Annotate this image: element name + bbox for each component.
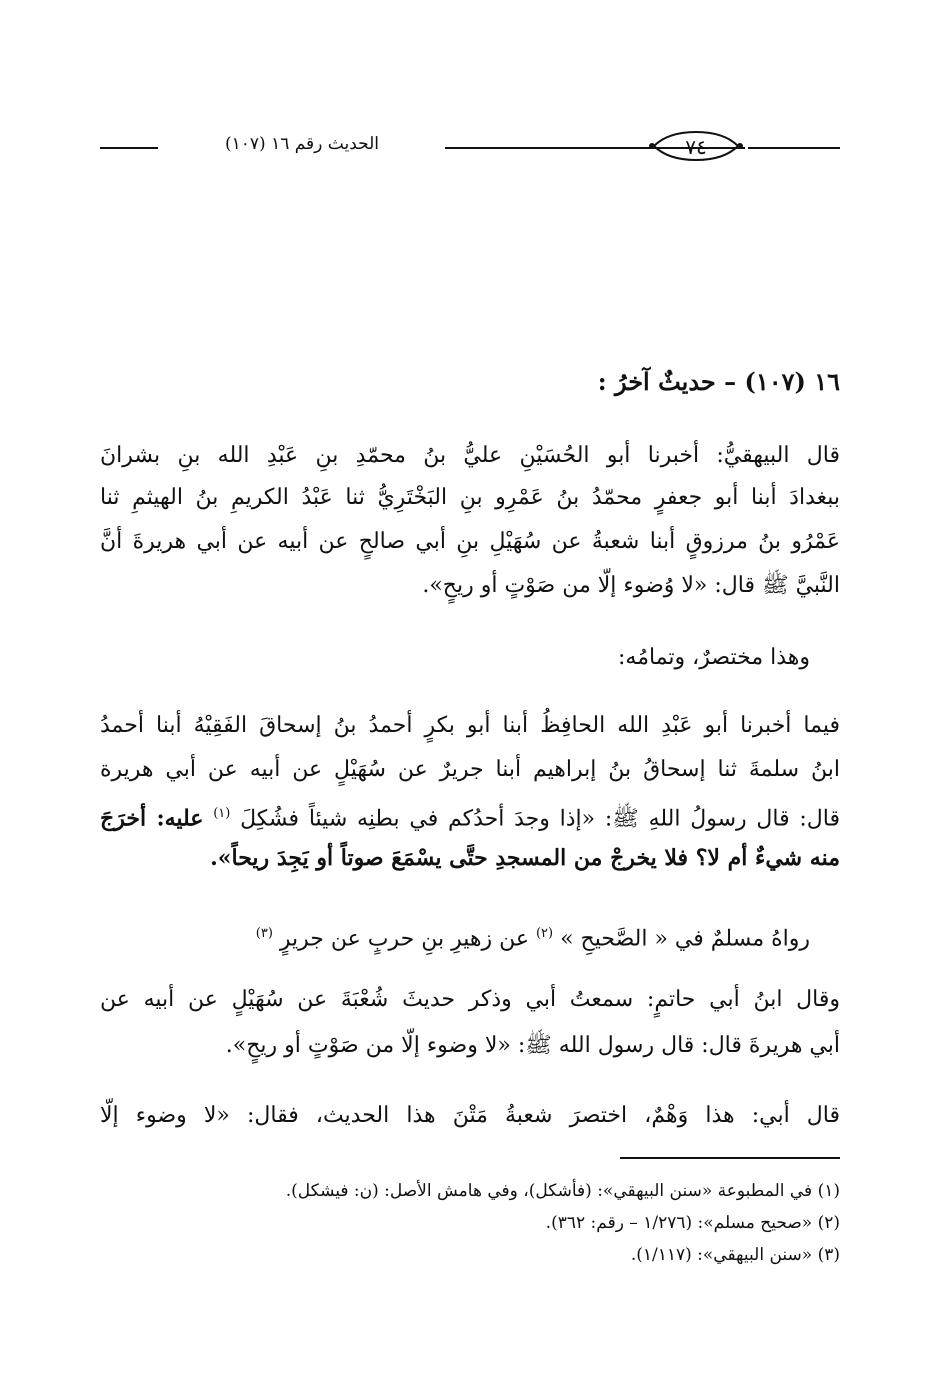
running-title: الحديث رقم ١٦ (١٠٧) (224, 134, 380, 154)
header-rule-left (100, 147, 158, 149)
text-line-8 (100, 796, 840, 837)
page-header (100, 128, 840, 168)
text-line-5: وهذا مختصرٌ، وتمامُه: (618, 645, 810, 670)
text-line-4 (100, 568, 840, 604)
text-line-11: وقال ابنُ أبي حاتمٍ: سمعتُ أبي وذكر حديثَ شُعْبَةَ عن سُهَيْلٍ عن أبيه عن (100, 987, 840, 1012)
page-number-frame (648, 130, 744, 162)
text-line-8-b: عليه: أخرَجَ (100, 805, 204, 832)
text-line-10 (100, 916, 840, 957)
text-line-2: ببغدادَ أبنا أبو جعفرٍ محمّدُ بنُ عَمْرِو بنِ البَخْتَرِيُّ ثنا عَبْدُ الكريمِ بنُ الهيثمِ ثنا (100, 485, 840, 510)
text-line-10-b: عن زهيرِ بنِ حربٍ عن جريرٍ (279, 926, 529, 952)
text-line-13: قال أبي: هذا وَهْمٌ، اختصرَ شعبةُ مَتْنَ هذا الحديث، فقال: «لا وضوء إلَّا (100, 1103, 840, 1128)
text-line-4-content: النَّبيَّ ﷺ قال: «لا وُضوء إلَّا من صَوْتٍ أو ريحٍ». (422, 573, 840, 598)
footnote-1: (١) في المطبوعة «سنن البيهقي»: (فأشكل)، وفي هامش الأصل: (ن: فيشكل). (285, 1181, 840, 1201)
footnote-3: (٣) «سنن البيهقي»: (١/١١٧). (630, 1245, 840, 1265)
page-number: ٧٤ (685, 135, 707, 159)
footnote-marker-3: (٣) (255, 926, 273, 941)
text-line-9: منه شيءٌ أم لا؟ فلا يخرجْ من المسجدِ حتَّى يسْمَعَ صوتاً أو يَجِدَ ريحاً». (210, 845, 840, 871)
text-line-6: فيما أخبرنا أبو عَبْدِ الله الحافِظُ أبنا أبو بكرٍ أحمدُ بنُ إسحاقَ الفَقِيْهُ أبنا أحمدُ (100, 713, 840, 738)
text-line-8-a: قال: قال رسولُ اللهِ ﷺ: «إذا وجدَ أحدُكم في بطنِه شيئاً فشُكِلَ (240, 806, 840, 832)
text-line-1: قال البيهقيُّ: أخبرنا أبو الحُسَيْنِ عليُّ بنُ محمّدِ بنِ عَبْدِ الله بنِ بشرانَ (100, 443, 840, 468)
section-heading: ١٦ (١٠٧) – حديثٌ آخرُ : (597, 367, 840, 396)
footnote-marker-1: (١) (213, 806, 231, 821)
footnote-2: (٢) «صحيح مسلم»: (١/٢٧٦ – رقم: ٣٦٢). (545, 1213, 840, 1233)
footnote-marker-2: (٢) (535, 926, 554, 941)
text-line-7: ابنُ سلمةَ ثنا إسحاقُ بنُ إبراهيم أبنا جريرٌ عن سُهَيْلٍ عن أبيه عن أبي هريرة (100, 757, 840, 782)
text-line-10-a: رواهُ مسلمٌ في « الصَّحيحِ » (560, 926, 810, 952)
footnote-separator (620, 1157, 840, 1159)
header-rule-right (748, 147, 840, 149)
text-line-12: أبي هريرةَ قال: قال رسول الله ﷺ: «لا وضوء إلَّا من صَوْتٍ أو ريحٍ». (225, 1033, 840, 1058)
text-line-3: عَمْرُو بنُ مرزوقٍ أبنا شعبةُ عن سُهَيْلِ بنِ أبي صالحٍ عن أبيه عن أبي هريرةَ أنَّ (100, 529, 840, 554)
